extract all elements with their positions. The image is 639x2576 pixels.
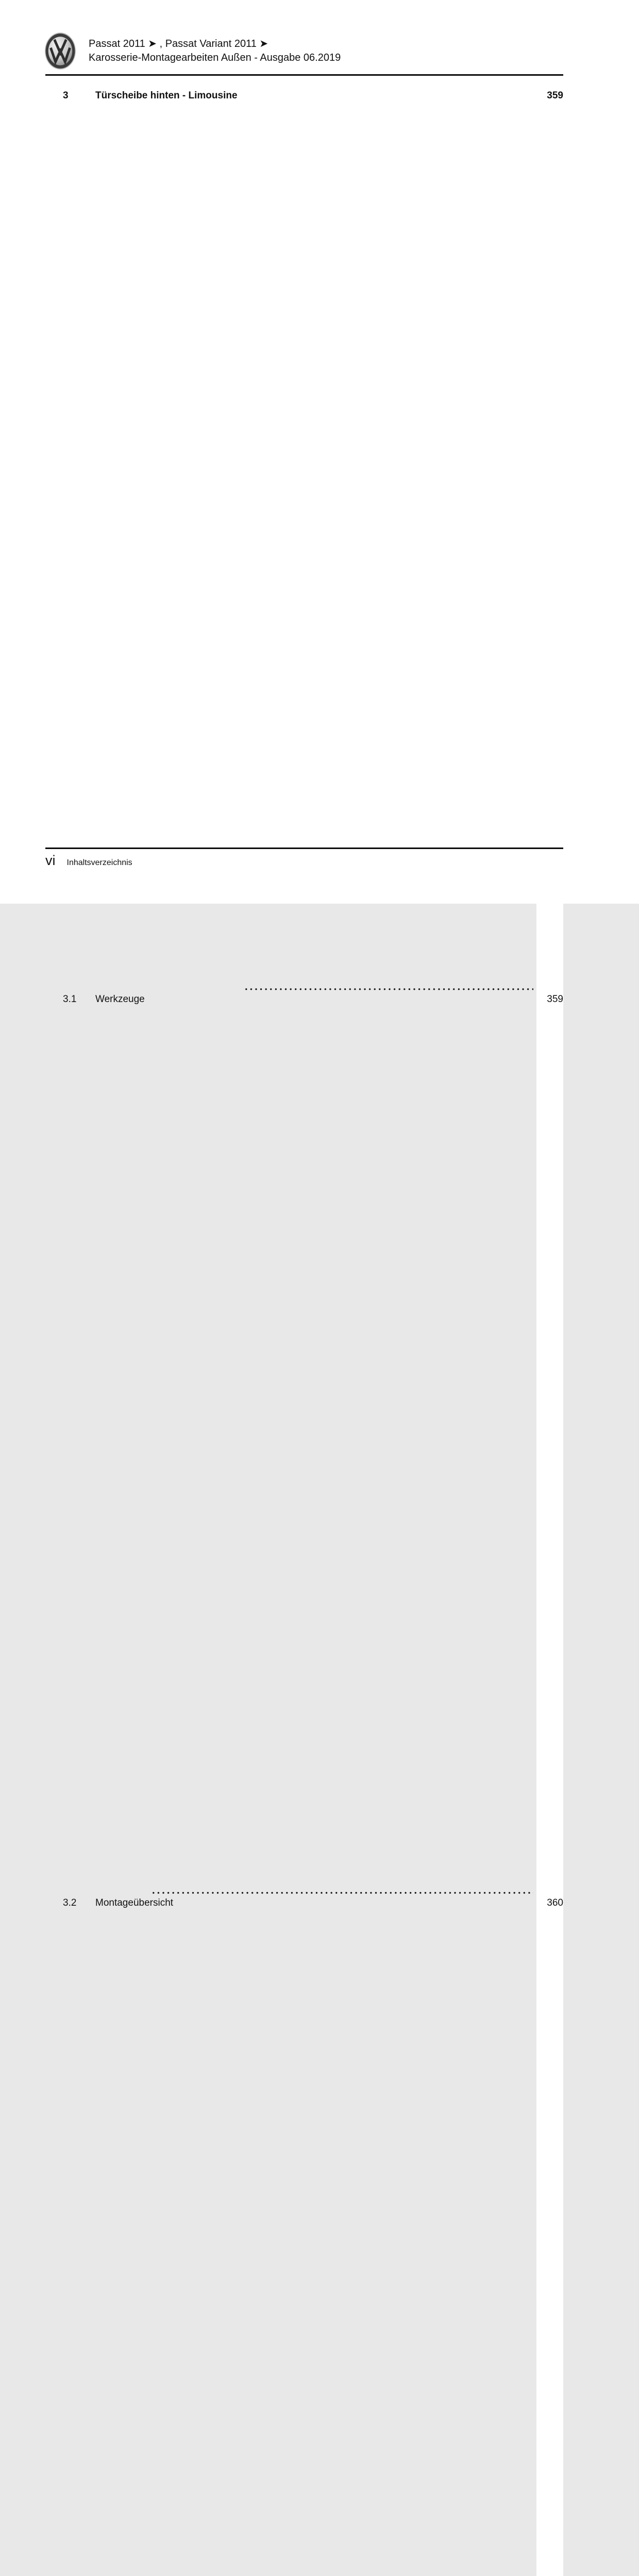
- header-manual-title: Karosserie-Montagearbeiten Außen - Ausgabe 06.2019: [89, 52, 341, 63]
- header-model-line: Passat 2011 ➤ , Passat Variant 2011 ➤: [89, 38, 268, 49]
- page-footer: [45, 853, 132, 869]
- toc-entry-number: 3: [63, 90, 69, 101]
- toc-row: [41, 1896, 563, 2576]
- page-header: [41, 32, 563, 70]
- footer-page-number: vi: [45, 853, 56, 868]
- toc-entry-title: Montageübersicht: [95, 1897, 174, 1908]
- toc-entry-page: 359: [536, 89, 563, 993]
- vw-logo-icon: [44, 32, 76, 70]
- toc-entry-title: Werkzeuge: [95, 994, 145, 1005]
- header-rule: [45, 74, 563, 76]
- toc-entry-title: Türscheibe hinten - Limousine: [95, 90, 238, 101]
- dot-leader: [150, 1892, 533, 1896]
- toc-entry-number: 3.2: [63, 1897, 77, 1908]
- footer-label: Inhaltsverzeichnis: [66, 858, 132, 867]
- footer-rule: [45, 848, 563, 849]
- dot-leader: [243, 988, 533, 993]
- header-text: [89, 37, 341, 65]
- toc-entry-number: 3.1: [63, 994, 77, 1005]
- table-of-contents: [41, 85, 563, 2576]
- toc-entry-page: 360: [536, 1896, 563, 2576]
- toc-entry-page: 359: [536, 993, 563, 1896]
- toc-row: [41, 993, 563, 1896]
